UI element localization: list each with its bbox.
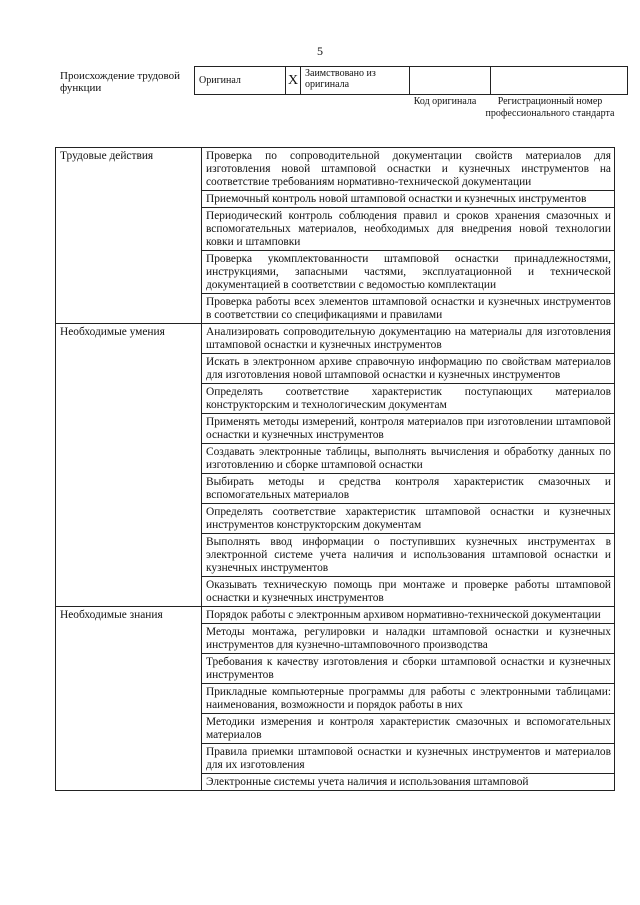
table-row (56, 607, 615, 624)
item-cell: Искать в электронном архиве справочную информацию по свойствам материалов для изготовления новой штамповой оснастки и кузнечных инструментов (202, 354, 615, 384)
item-cell: Методы монтажа, регулировки и наладки штамповой оснастки и кузнечных инструментов для кузнечно-штамповочного производства (202, 624, 615, 654)
item-cell: Периодический контроль соблюдения правил и сроков хранения смазочных и вспомогательных материалов, необходимых для внедрения новой технологии ковки и штамповки (202, 208, 615, 251)
code-caption: Код оригинала (413, 96, 477, 107)
origin-mark: X (286, 67, 301, 95)
origin-code-cell (410, 67, 491, 95)
item-cell: Выбирать методы и средства контроля характеристик смазочных и вспомогательных материалов (202, 474, 615, 504)
item-cell: Определять соответствие характеристик штамповой оснастки и кузнечных инструментов конструкторским документам (202, 504, 615, 534)
item-cell: Выполнять ввод информации о поступивших кузнечных инструментах в электронной системе учета наличия и использования штамповой оснастки и кузнечных инструментов (202, 534, 615, 577)
origin-table (194, 66, 628, 95)
category-cell: Трудовые действия (56, 148, 202, 324)
category-cell: Необходимые умения (56, 324, 202, 607)
table-row (56, 148, 615, 191)
origin-original-cell: Оригинал (195, 67, 286, 95)
item-cell: Порядок работы с электронным архивом нормативно-технической документации (202, 607, 615, 624)
item-cell: Анализировать сопроводительную документацию на материалы для изготовления штамповой оснастки и кузнечных инструментов (202, 324, 615, 354)
reg-caption: Регистрационный номер профессионального стандарта (485, 96, 615, 119)
item-cell: Оказывать техническую помощь при монтаже и проверке работы штамповой оснастки и кузнечных инструментов (202, 577, 615, 607)
origin-reg-cell (491, 67, 628, 95)
item-cell: Определять соответствие характеристик поступающих материалов конструкторским и технологическим документам (202, 384, 615, 414)
page-number: 5 (317, 44, 323, 58)
function-table (55, 147, 615, 791)
table-row (56, 324, 615, 354)
origin-borrowed-cell: Заимствовано из оригинала (301, 67, 410, 95)
item-cell: Прикладные компьютерные программы для работы с электронными таблицами: наименования, возможности и порядок работы в них (202, 684, 615, 714)
category-cell: Необходимые знания (56, 607, 202, 791)
item-cell: Проверка по сопроводительной документации свойств материалов для изготовления новой штамповой оснастки и кузнечных инструментов на соответствие требованиям нормативно-технической документации (202, 148, 615, 191)
item-cell: Методики измерения и контроля характеристик смазочных и вспомогательных материалов (202, 714, 615, 744)
item-cell: Правила приемки штамповой оснастки и кузнечных инструментов и материалов для их изготовления (202, 744, 615, 774)
item-cell: Проверка работы всех элементов штамповой оснастки и кузнечных инструментов в соответствии со спецификациями и правилами (202, 294, 615, 324)
item-cell: Приемочный контроль новой штамповой оснастки и кузнечных инструментов (202, 191, 615, 208)
item-cell: Проверка укомплектованности штамповой оснастки принадлежностями, инструкциями, запасными частями, эксплуатационной и технической документацией в соответствии с ведомостью комплектации (202, 251, 615, 294)
item-cell: Создавать электронные таблицы, выполнять вычисления и обработку данных по изготовлению и сборке штамповой оснастки (202, 444, 615, 474)
item-cell: Применять методы измерений, контроля материалов при изготовлении штамповой оснастки и кузнечных инструментов (202, 414, 615, 444)
origin-label: Происхождение трудовой функции (60, 70, 181, 94)
item-cell: Требования к качеству изготовления и сборки штамповой оснастки и кузнечных инструментов (202, 654, 615, 684)
item-cell: Электронные системы учета наличия и использования штамповой (202, 774, 615, 791)
